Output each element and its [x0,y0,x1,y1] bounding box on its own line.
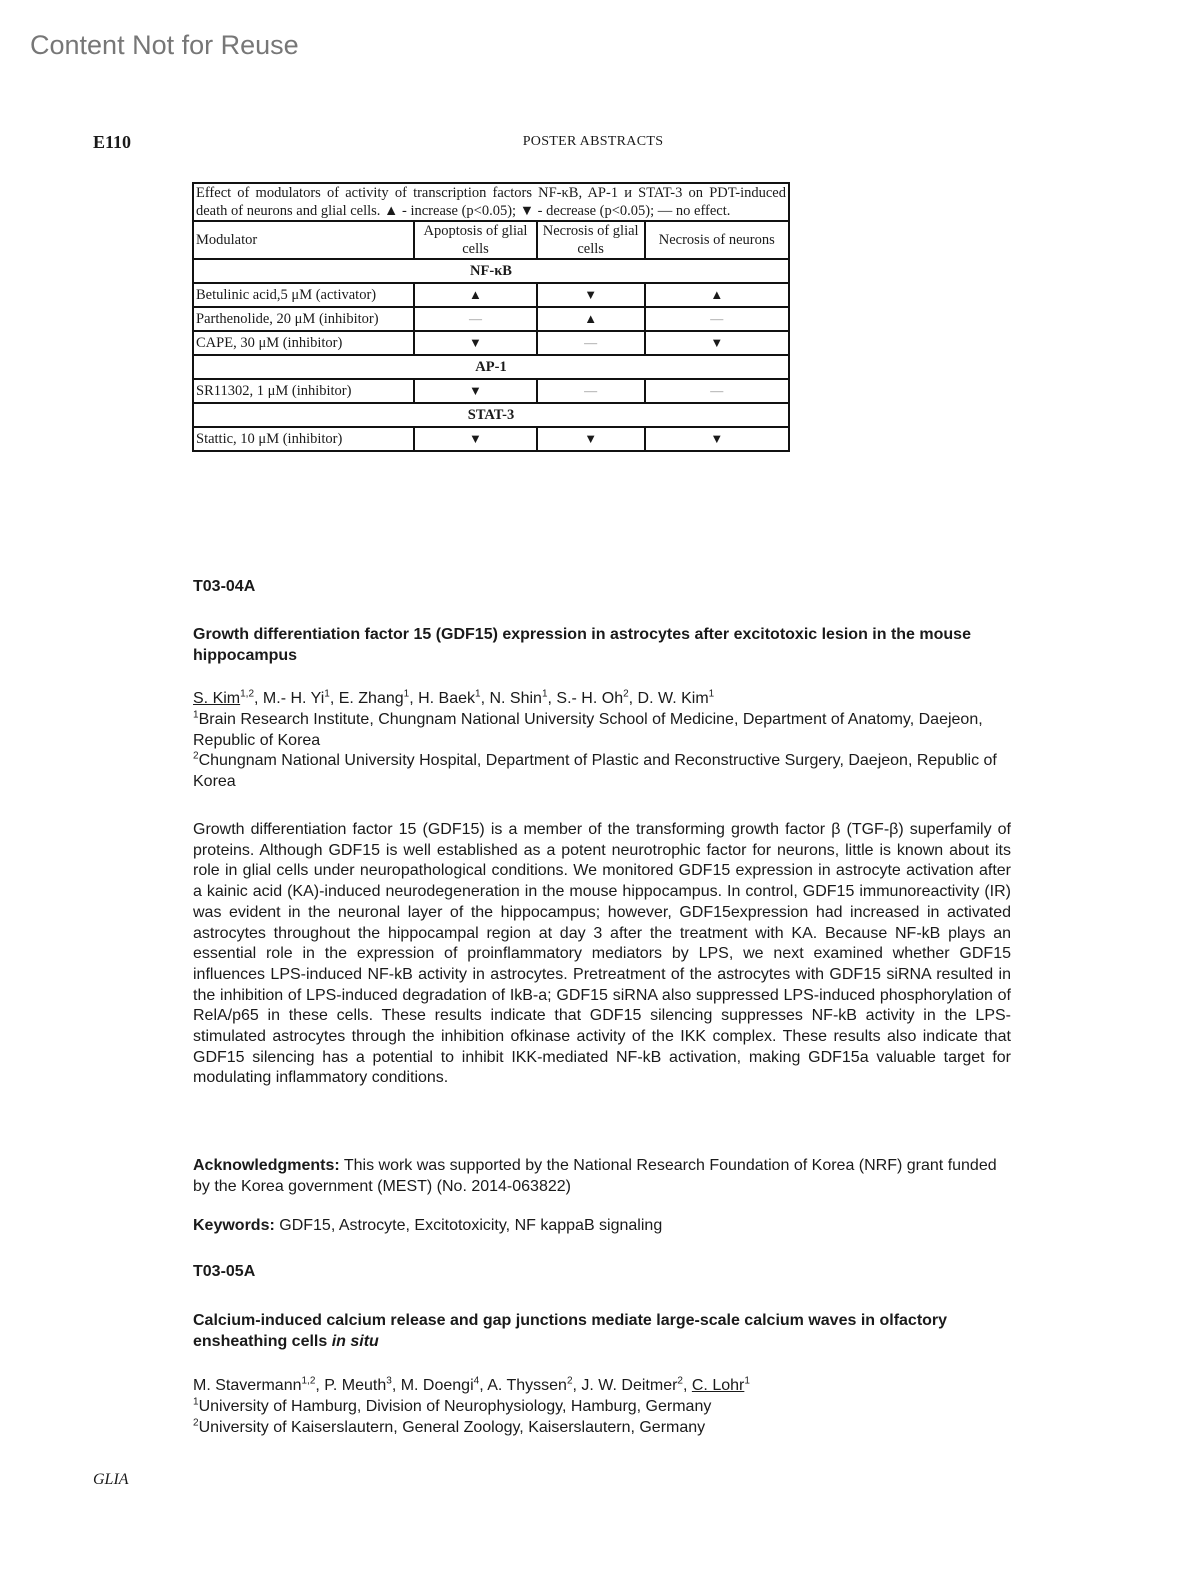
affiliation-marker: 2 [193,751,199,763]
affiliation-text: Brain Research Institute, Chungnam National University School of Medicine, Department of Anatomy, Daejeon, Republic of Korea [193,711,983,749]
effect-cell: ▼ [414,379,537,403]
acknowledgments-label: Acknowledgments: [193,1157,340,1174]
author-separator: , [628,690,638,707]
author-affiliation-marker: 1 [475,688,481,700]
author-separator: , [409,690,419,707]
affiliation [193,1397,1011,1418]
effect-cell: ▲ [645,283,790,307]
table-group-row [193,355,789,379]
author-affiliation-marker: 1 [744,1375,750,1387]
author-name: S. Kim [193,690,241,707]
author-separator: , [254,690,263,707]
effect-cell: ▼ [414,427,537,451]
author-name: H. Baek [418,690,476,707]
modulator-table [192,182,790,452]
table-header-row [193,221,789,259]
author-affiliation-marker: 2 [566,1375,573,1387]
author-name: D. W. Kim [637,690,709,707]
affiliation [193,710,1011,751]
author-name: M. Doengi [400,1377,474,1394]
abstract-title-main: Calcium-induced calcium release and gap junctions mediate large-scale calcium waves in olfactory ensheathing cells [193,1312,948,1350]
abstract-title-italic: in situ [331,1333,379,1350]
author-affiliation-marker: 1 [708,688,715,700]
author-separator: , [329,690,339,707]
effect-cell: — [645,379,790,403]
acknowledgments [193,1156,1011,1197]
author-affiliation-marker: 1,2 [301,1375,316,1387]
affiliation-marker: 1 [193,709,199,721]
author-name: S.- H. Oh [556,690,624,707]
author-name: A. Thyssen [487,1377,567,1394]
table-caption-row [193,183,789,221]
author-affiliation-marker: 4 [473,1375,480,1387]
affiliation-marker: 2 [193,1417,199,1429]
author-name: P. Meuth [324,1377,387,1394]
abstract-title [193,1310,1011,1352]
page-number: E110 [93,132,132,152]
modulator-cell: SR11302, 1 μM (inhibitor) [193,379,414,403]
author-separator: , [315,1377,325,1394]
affiliation-text: University of Hamburg, Division of Neurophysiology, Hamburg, Germany [198,1398,712,1415]
table-header-cell: Apoptosis of glial cells [414,221,537,259]
author-name: M. Stavermann [193,1377,302,1394]
author-separator: , [572,1377,582,1394]
table-group-row [193,403,789,427]
effect-cell: — [537,331,645,355]
author-affiliation-marker: 2 [677,1375,683,1387]
journal-footer: GLIA [93,1471,129,1488]
keywords-label: Keywords: [193,1217,275,1234]
author-affiliation-marker: 1 [403,688,410,700]
author-affiliation-marker: 3 [386,1375,392,1387]
effect-cell: ▲ [537,307,645,331]
running-head: POSTER ABSTRACTS [522,134,664,149]
affiliation [193,751,1011,792]
table-header-cell: Necrosis of glial cells [537,221,645,259]
watermark: Content Not for Reuse [30,30,299,60]
effect-cell: — [537,379,645,403]
modulator-cell: Betulinic acid,5 μM (activator) [193,283,414,307]
affiliation [193,1418,1011,1439]
author-affiliation-marker: 2 [623,688,629,700]
table-row [193,427,789,451]
effect-cell: ▲ [414,283,537,307]
effect-cell: — [645,307,790,331]
modulator-cell: Stattic, 10 μM (inhibitor) [193,427,414,451]
author-separator: , [547,690,557,707]
author-name: N. Shin [489,690,542,707]
abstract-code: T03-05A [193,1263,256,1280]
table-header-cell: Necrosis of neurons [645,221,790,259]
effect-cell: ▼ [645,427,790,451]
table-group-label: NF-κB [193,259,789,283]
affiliation-marker: 1 [193,1396,199,1408]
author-separator: , [480,690,490,707]
modulator-cell: CAPE, 30 μM (inhibitor) [193,331,414,355]
keywords-text: GDF15, Astrocyte, Excitotoxicity, NF kappaB signaling [274,1217,663,1234]
author-affiliation-marker: 1 [324,688,330,700]
affiliation-text: University of Kaiserslautern, General Zoology, Kaiserslautern, Germany [198,1418,706,1436]
table-group-label: STAT-3 [193,403,789,427]
affiliation-list [193,1397,1011,1438]
modulator-cell: Parthenolide, 20 μM (inhibitor) [193,307,414,331]
table-group-label: AP-1 [193,355,789,379]
table-group-row [193,259,789,283]
affiliation-text: Chungnam National University Hospital, Department of Plastic and Reconstructive Surgery, Daejeon, Republic of Korea [193,752,997,791]
effect-cell: ▼ [414,331,537,355]
author-name: E. Zhang [338,690,404,707]
author-list [193,1376,1011,1397]
table-row [193,331,789,355]
abstract-code: T03-04A [193,578,256,595]
abstract-title: Growth differentiation factor 15 (GDF15) expression in astrocytes after excitotoxic lesion in the mouse hippocampus [193,626,971,664]
author-affiliation-marker: 1 [541,688,548,700]
author-separator: , [391,1377,401,1394]
author-separator: , [682,1377,692,1394]
effect-cell: ▼ [537,283,645,307]
table-caption: Effect of modulators of activity of transcription factors NF-κB, AP-1 и STAT-3 on PDT-induced death of neurons and glial cells. ▲ - increase (p<0.05); ▼ - decrease (p<0.05); — no effect. [193,183,789,221]
table-row [193,379,789,403]
author-name: J. W. Deitmer [581,1377,678,1394]
acknowledgments-text: This work was supported by the National Research Foundation of Korea (NRF) grant funded by the Korea government (MEST) (No. 2014-063822) [193,1157,997,1195]
author-name: C. Lohr [691,1377,745,1394]
author-affiliation-marker: 1,2 [240,688,255,700]
author-list [193,689,1011,710]
table-row [193,283,789,307]
author-separator: , [479,1377,488,1394]
modulator-table-body [193,183,789,451]
abstract-body: Growth differentiation factor 15 (GDF15) is a member of the transforming growth factor β (TGF-β) superfamily of proteins. Although GDF15 is well established as a potent neurotrophic factor for neurons, little is known about its role in glial cells under neuropathological conditions. We monitored GDF15 expression in astrocyte activation after a kainic acid (KA)-induced neurodegeneration in the mouse hippocampus. In control, GDF15 immunoreactivity (IR) was evident in the neuronal layer of the hippocampus; however, GDF15expression had increased in activated astrocytes throughout the hippocampal region at day 3 after the treatment with KA. Because NF-kB plays an essential role in the expression of proinflammatory mediators by LPS, we next examined whether GDF15 influences LPS-induced NF-kB activity in astrocytes. Pretreatment of the astrocytes with GDF15 siRNA resulted in the inhibition of LPS-induced degradation of IkB-a; GDF15 siRNA also suppressed LPS-induced phosphorylation of RelA/p65 in these cells. These results indicate that GDF15 silencing suppresses NF-kB activity in the LPS-stimulated astrocytes through the inhibition ofkinase activity of the IKK complex. These results also indicate that GDF15 silencing has a potential to inhibit IKK-mediated NF-kB activation, making GDF15a valuable target for modulating inflammatory conditions. [193,821,1011,1087]
effect-cell: ▼ [645,331,790,355]
table-row [193,307,789,331]
affiliation-list [193,710,1011,793]
effect-cell: ▼ [537,427,645,451]
effect-cell: — [414,307,537,331]
author-name: M.- H. Yi [262,690,325,707]
table-header-cell: Modulator [193,221,414,259]
keywords [193,1216,1011,1237]
